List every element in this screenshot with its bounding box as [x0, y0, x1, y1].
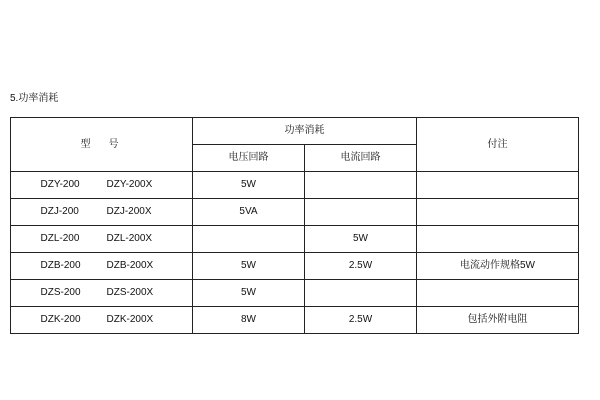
- table-row: [11, 172, 579, 199]
- cell-model-a: DZS-200: [40, 287, 81, 298]
- cell-voltage: 8W: [193, 307, 305, 334]
- header-model: 型 号: [11, 118, 193, 172]
- cell-current: [305, 280, 417, 307]
- cell-model-b: DZL-200X: [106, 233, 153, 244]
- cell-note: [417, 172, 579, 199]
- cell-voltage: 5W: [193, 253, 305, 280]
- cell-note: [417, 226, 579, 253]
- table-row: [11, 253, 579, 280]
- cell-model: [11, 253, 193, 280]
- cell-model-b: DZY-200X: [106, 179, 153, 190]
- cell-voltage: [193, 226, 305, 253]
- cell-note: 包括外附电阻: [417, 307, 579, 334]
- cell-voltage: 5W: [193, 172, 305, 199]
- cell-voltage: 5W: [193, 280, 305, 307]
- power-consumption-table-wrapper: [10, 117, 578, 334]
- cell-model-b: DZK-200X: [106, 314, 154, 325]
- cell-current: [305, 172, 417, 199]
- cell-model-a: DZB-200: [40, 260, 81, 271]
- cell-current: 2.5W: [305, 307, 417, 334]
- cell-note: [417, 280, 579, 307]
- cell-voltage: 5VA: [193, 199, 305, 226]
- cell-model: [11, 280, 193, 307]
- cell-model: [11, 199, 193, 226]
- section-title: 5.功率消耗: [10, 93, 59, 104]
- table-row: [11, 280, 579, 307]
- table-row: [11, 226, 579, 253]
- cell-model: [11, 226, 193, 253]
- cell-model-a: DZL-200: [40, 233, 80, 244]
- cell-note: 电流动作规格5W: [417, 253, 579, 280]
- cell-model: [11, 307, 193, 334]
- cell-current: 2.5W: [305, 253, 417, 280]
- cell-model-a: DZJ-200: [40, 206, 79, 217]
- cell-model-b: DZJ-200X: [106, 206, 152, 217]
- header-note: 付注: [417, 118, 579, 172]
- table-row: [11, 307, 579, 334]
- cell-model-a: DZY-200: [40, 179, 80, 190]
- cell-current: 5W: [305, 226, 417, 253]
- cell-model-b: DZB-200X: [106, 260, 154, 271]
- table-header-row-1: [11, 118, 579, 145]
- power-consumption-table: [10, 117, 579, 334]
- cell-model-b: DZS-200X: [106, 287, 154, 298]
- cell-model: [11, 172, 193, 199]
- header-current-circuit: 电流回路: [305, 145, 417, 172]
- table-row: [11, 199, 579, 226]
- cell-model-a: DZK-200: [40, 314, 81, 325]
- cell-note: [417, 199, 579, 226]
- header-voltage-circuit: 电压回路: [193, 145, 305, 172]
- header-power-consumption: 功率消耗: [193, 118, 417, 145]
- cell-current: [305, 199, 417, 226]
